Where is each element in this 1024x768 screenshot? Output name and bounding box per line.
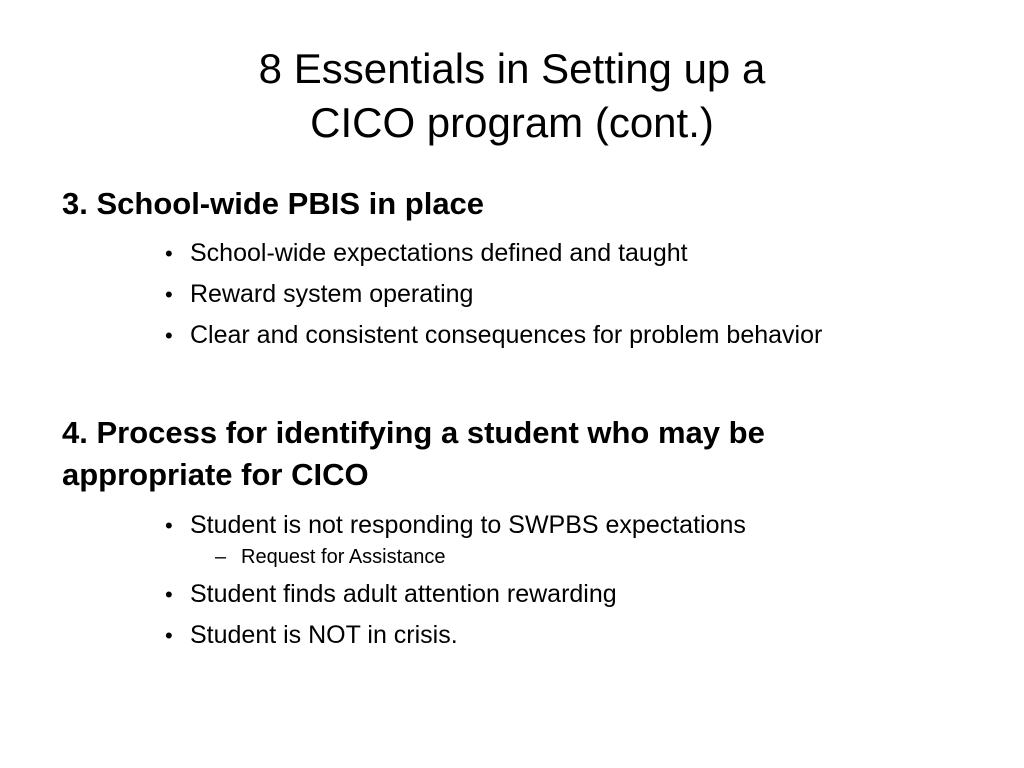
slide-title xyxy=(100,42,924,150)
bullet-text: Student is not responding to SWPBS expectations xyxy=(190,511,746,539)
bullet-text: Student finds adult attention rewarding xyxy=(190,580,617,608)
title-line-1: 8 Essentials in Setting up a xyxy=(258,45,766,92)
bullet-icon: • xyxy=(165,513,173,538)
bullet-icon: • xyxy=(165,623,173,648)
section-3-bullet-list xyxy=(165,233,985,356)
sub-list-item xyxy=(165,540,985,574)
bullet-icon: • xyxy=(165,282,173,307)
bullet-text: Clear and consistent consequences for problem behavior xyxy=(190,321,823,349)
dash-icon: – xyxy=(215,546,227,568)
bullet-icon: • xyxy=(165,241,173,266)
bullet-text: School-wide expectations defined and taught xyxy=(190,239,688,267)
section-4-bullet-list xyxy=(165,505,985,656)
bullet-text: Reward system operating xyxy=(190,280,474,308)
section-4-heading-line-1: 4. Process for identifying a student who may be xyxy=(62,415,765,450)
section-4-heading-line-2: appropriate for CICO xyxy=(62,457,369,492)
section-3-heading: 3. School-wide PBIS in place xyxy=(62,186,485,221)
list-item xyxy=(165,574,985,615)
list-item xyxy=(165,615,985,656)
bullet-icon: • xyxy=(165,323,173,348)
bullet-text: Student is NOT in crisis. xyxy=(190,621,458,649)
bullet-icon: • xyxy=(165,582,173,607)
list-item xyxy=(165,315,985,356)
title-line-2: CICO program (cont.) xyxy=(310,99,714,146)
section-4-heading xyxy=(62,412,942,496)
sub-bullet-text: Request for Assistance xyxy=(241,546,446,568)
list-item xyxy=(165,233,985,274)
list-item xyxy=(165,274,985,315)
